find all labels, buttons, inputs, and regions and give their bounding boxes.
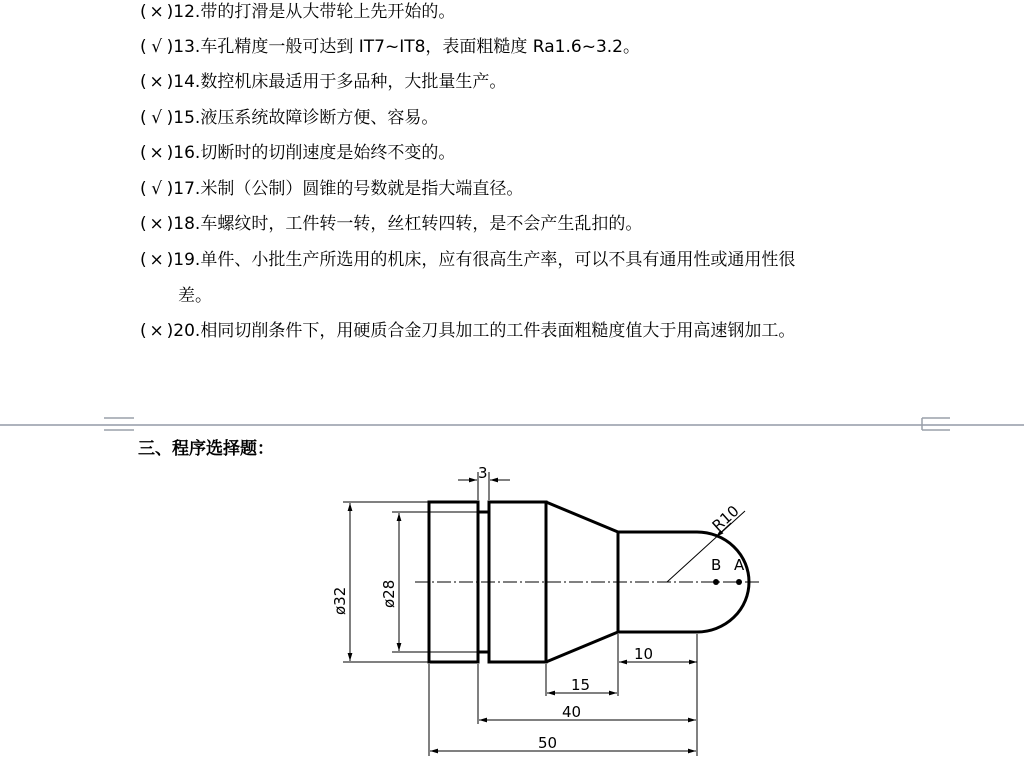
- question-number: 13: [173, 37, 195, 57]
- label-r10: R10: [708, 501, 743, 535]
- question-text: 切断时的切削速度是始终不变的。: [200, 143, 456, 163]
- answer-mark: ×: [149, 321, 164, 341]
- label-10: 10: [634, 645, 654, 663]
- label-50: 50: [538, 734, 558, 752]
- question-number: 17: [173, 179, 195, 199]
- answer-mark: √: [151, 37, 163, 57]
- question-17: ( √ )17.米制（公制）圆锥的号数就是指大端直径。: [140, 179, 524, 199]
- question-text: 车孔精度一般可达到 IT7~IT8，表面粗糙度 Ra1.6~3.2。: [200, 37, 640, 57]
- question-number: 18: [173, 214, 195, 234]
- answer-mark: √: [151, 108, 163, 128]
- label-dia-32: ø32: [331, 586, 349, 615]
- question-text: 液压系统故障诊断方便、容易。: [200, 108, 439, 128]
- answer-mark: ×: [149, 214, 164, 234]
- question-14: ( × )14.数控机床最适用于多品种，大批量生产。: [140, 72, 507, 92]
- answer-mark: ×: [149, 143, 164, 163]
- answer-mark: ×: [149, 2, 164, 22]
- question-number: 14: [173, 72, 195, 92]
- label-a: A: [734, 556, 745, 574]
- question-15: ( √ )15.液压系统故障诊断方便、容易。: [140, 108, 439, 128]
- answer-mark: ×: [149, 72, 164, 92]
- label-b: B: [711, 556, 722, 574]
- question-text: 带的打滑是从大带轮上先开始的。: [200, 2, 456, 22]
- question-number: 15: [173, 108, 195, 128]
- question-18: ( × )18.车螺纹时，工件转一转，丝杠转四转，是不会产生乱扣的。: [140, 214, 643, 234]
- question-16: ( × )16.切断时的切削速度是始终不变的。: [140, 143, 456, 163]
- answer-mark: ×: [149, 250, 164, 270]
- point-a-dot: [736, 579, 742, 585]
- question-number: 12: [173, 2, 195, 22]
- question-number: 16: [173, 143, 195, 163]
- question-12: ( × )12.带的打滑是从大带轮上先开始的。: [140, 2, 456, 22]
- question-text: 数控机床最适用于多品种，大批量生产。: [200, 72, 507, 92]
- label-40: 40: [562, 703, 582, 721]
- question-19-continuation: 差。: [178, 286, 212, 306]
- label-dia-28: ø28: [380, 579, 398, 608]
- question-number: 20: [173, 321, 195, 341]
- point-b-dot: [713, 579, 719, 585]
- question-20: ( × )20.相同切削条件下，用硬质合金刀具加工的工件表面粗糙度值大于用高速钢加工。: [140, 321, 796, 341]
- question-13: ( √ )13.车孔精度一般可达到 IT7~IT8，表面粗糙度 Ra1.6~3.2。: [140, 37, 640, 57]
- question-text: 相同切削条件下，用硬质合金刀具加工的工件表面粗糙度值大于用高速钢加工。: [200, 321, 796, 341]
- question-text: 米制（公制）圆锥的号数就是指大端直径。: [200, 179, 524, 199]
- section-title: 三、程序选择题：: [138, 439, 274, 459]
- question-19: ( × )19.单件、小批生产所选用的机床，应有很高生产率，可以不具有通用性或通用性很: [140, 250, 796, 270]
- question-number: 19: [173, 250, 195, 270]
- label-15: 15: [571, 676, 591, 694]
- answer-mark: √: [151, 179, 163, 199]
- label-3: 3: [478, 464, 488, 482]
- question-text: 车螺纹时，工件转一转，丝杠转四转，是不会产生乱扣的。: [200, 214, 643, 234]
- question-text: 单件、小批生产所选用的机床，应有很高生产率，可以不具有通用性或通用性很: [200, 250, 796, 270]
